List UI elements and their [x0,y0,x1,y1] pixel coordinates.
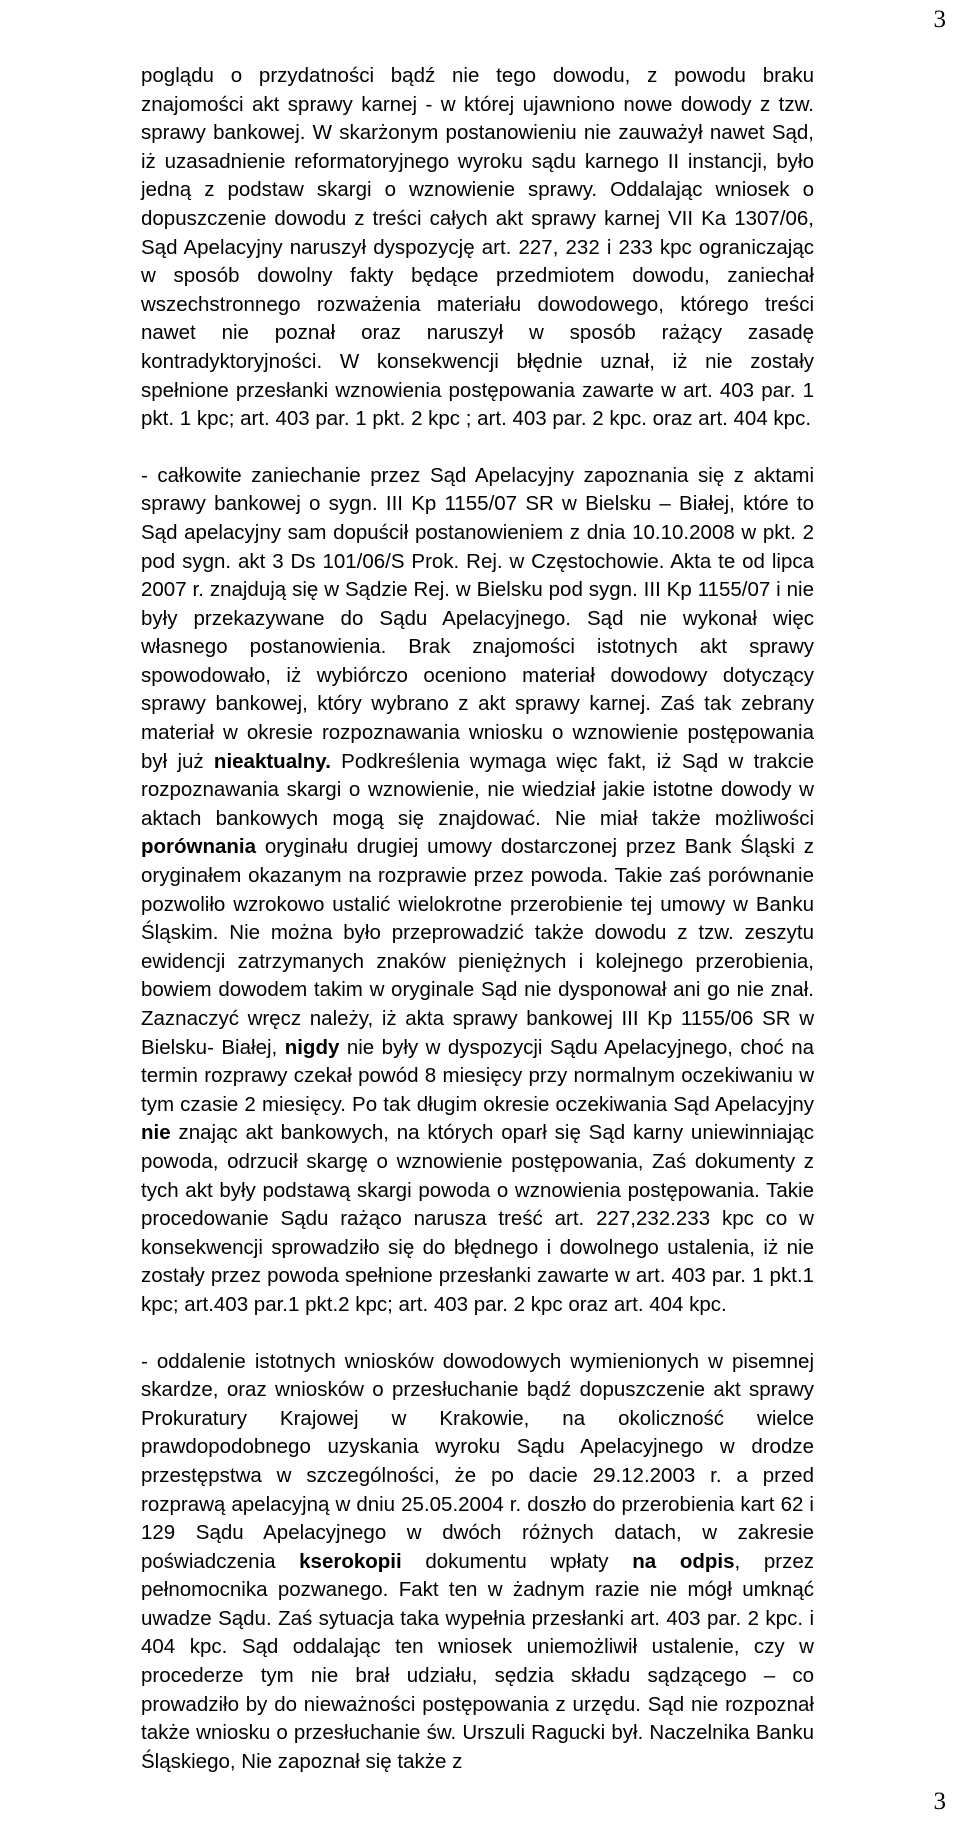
paragraph-2 [141,462,814,1320]
text-run: dokumentu wpłaty [401,1549,633,1573]
text-run: znając akt bankowych, na których oparł się Sąd karny uniewinniając powoda, odrzucił skargę o wznowienie postępowania, Zaś dokumenty z tych akt były podstawą skargi powoda o wznowienia postępowania. Takie procedowanie Sądu rażąco narusza treść art. 227,232.233 kpc co w konsekwencji sprowadziło się do błędnego i dowolnego ustalenia, iż nie zostały przez powoda spełnione przesłanki zawarte w art. 403 par. 1 pkt.1 kpc; art.403 par.1 pkt.2 kpc; art. 403 par. 2 kpc oraz art. 404 kpc. [141,1121,814,1316]
bold-text-run: nie [141,1121,171,1145]
text-run: - całkowite zaniechanie przez Sąd Apelacyjny zapoznania się z aktami sprawy bankowej o sygn. III Kp 1155/07 SR w Bielsku – Białej, które to Sąd apelacyjny sam dopuścił postanowieniem z dnia 10.10.2008 w pkt. 2 pod sygn. akt 3 Ds 101/06/S Prok. Rej. w Częstochowie. Akta te od lipca 2007 r. znajdują się w Sądzie Rej. w Bielsku pod sygn. III Kp 1155/07 i nie były przekazywane do Sądu Apelacyjnego. Sąd nie wykonał więc własnego postanowienia. Brak znajomości istotnych akt sprawy spowodowało, iż wybiórczo oceniono materiał dowodowy dotyczący sprawy bankowej, który wybrano z akt sprawy karnej. Zaś tak zebrany materiał w okresie rozpoznawania wniosku o wznowienie postępowania był już [141,463,814,773]
page-number-bottom: 3 [933,1788,946,1815]
text-run: Podkreślenia wymaga więc fakt, iż Sąd w trakcie rozpoznawania skargi o wznowienie, nie wiedział jakie istotne dowody w aktach bankowych mogą się znajdować. Nie miał także możliwości [141,749,814,830]
text-run: poglądu o przydatności bądź nie tego dowodu, z powodu braku znajomości akt sprawy karnej - w której ujawniono nowe dowody z tzw. sprawy bankowej. W skarżonym postanowieniu nie zauważył nawet Sąd, iż uzasadnienie reformatoryjnego wyroku sądu karnego II instancji, było jedną z podstaw skargi o wznowienie sprawy. Oddalając wniosek o dopuszczenie dowodu z treści całych akt sprawy karnej VII Ka 1307/06, Sąd Apelacyjny naruszył dyspozycję art. 227, 232 i 233 kpc ograniczając w sposób dowolny fakty będące przedmiotem dowodu, zaniechał wszechstronnego rozważenia materiału dowodowego, którego treści nawet nie poznał oraz naruszył w sposób rażący zasadę kontradyktoryjności. W konsekwencji błędnie uznał, iż nie zostały spełnione przesłanki wznowienia postępowania zawarte w art. 403 par. 1 pkt. 1 kpc; art. 403 par. 1 pkt. 2 kpc ; art. 403 par. 2 kpc. oraz art. 404 kpc. [141,64,814,431]
text-run: , przez pełnomocnika pozwanego. Fakt ten w żadnym razie nie mógł umknąć uwadze Sądu. Zaś sytuacja taka wypełnia przesłanki art. 403 par. 2 kpc. i 404 kpc. Sąd oddalając ten wniosek uniemożliwił ustalenie, czy w procederze tym nie brał udziału, sędzia składu sądzącego – co prowadziło by do nieważności postępowania z urzędu. Sąd nie rozpoznał także wniosku o przesłuchanie św. Urszuli Ragucki był. Naczelnika Banku Śląskiego, Nie zapoznał się także z [141,1549,814,1773]
page-number-top: 3 [933,6,946,33]
bold-text-run: nieaktualny. [213,749,331,773]
bold-text-run: porównania [141,835,257,859]
bold-text-run: na odpis [632,1549,735,1573]
bold-text-run: nigdy [284,1035,340,1059]
bold-text-run: kserokopii [299,1549,402,1573]
text-run: nie były w dyspozycji Sądu Apelacyjnego, choć na termin rozprawy czekał powód 8 miesięcy przy normalnym oczekiwaniu w tym czasie 2 miesięcy. Po tak długim okresie oczekiwania Sąd Apelacyjny [141,1035,814,1116]
text-run: oryginału drugiej umowy dostarczonej przez Bank Śląski z oryginałem okazanym na rozprawie przez powoda. Takie zaś porównanie pozwoliło wzrokowo ustalić wielokrotne przerobienie tej umowy w Banku Śląskim. Nie można było przeprowadzić także dowodu z tzw. zeszytu ewidencji zatrzymanych znaków pieniężnych i kolejnego przerobienia, bowiem dowodem takim w oryginale Sąd nie dysponował ani go nie znał. Zaznaczyć wręcz należy, iż akta sprawy bankowej III Kp 1155/06 SR w Bielsku- Białej, [141,835,814,1059]
document-body [141,62,814,1776]
paragraph-3 [141,1348,814,1777]
text-run: - oddalenie istotnych wniosków dowodowych wymienionych w pisemnej skardze, oraz wniosków o przesłuchanie bądź dopuszczenie akt sprawy Prokuratury Krajowej w Krakowie, na okoliczność wielce prawdopodobnego uzyskania wyroku Sądu Apelacyjnego w drodze przestępstwa w szczególności, że po dacie 29.12.2003 r. a przed rozprawą apelacyjną w dniu 25.05.2004 r. doszło do przerobienia kart 62 i 129 Sądu Apelacyjnego w dwóch różnych datach, w zakresie poświadczenia [141,1349,814,1573]
paragraph-1 [141,62,814,434]
